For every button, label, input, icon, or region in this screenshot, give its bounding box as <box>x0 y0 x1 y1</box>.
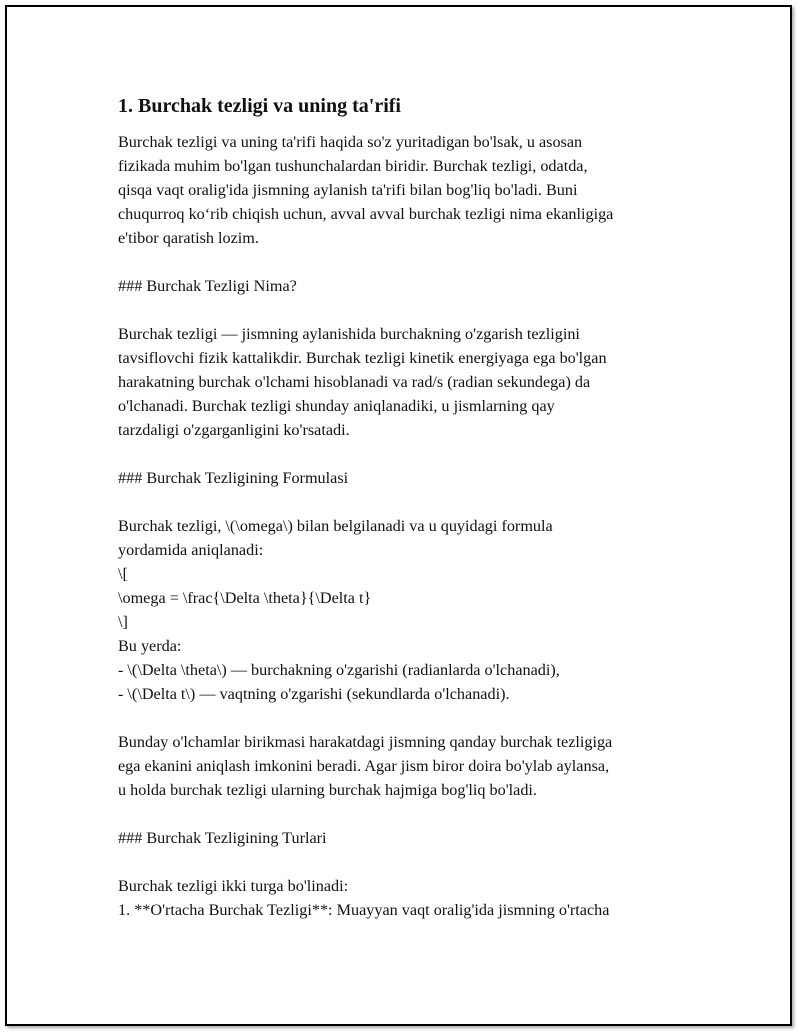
section-heading: ### Burchak Tezligi Nima? <box>118 277 297 295</box>
text-line: tavsiflovchi fizik kattalikdir. Burchak tezligi kinetik energiyaga ega bo'lgan <box>118 349 607 367</box>
text-line: Bu yerda: <box>118 637 182 655</box>
blank-line <box>118 706 718 730</box>
text-line: ega ekanini aniqlash imkonini beradi. Agar jism biror doira bo'ylab aylansa, <box>118 757 610 775</box>
text-line: fizikada muhim bo'lgan tushunchalardan biridir. Burchak tezligi, odatda, <box>118 157 588 175</box>
text-line: \omega = \frac{\Delta \theta}{\Delta t} <box>118 589 372 607</box>
text-line: e'tibor qaratish lozim. <box>118 229 259 247</box>
page-title: 1. Burchak tezligi va uning ta'rifi <box>118 95 401 117</box>
text-line: \[ <box>118 565 128 583</box>
text-line: Burchak tezligi, \(\omega\) bilan belgilanadi va u quyidagi formula <box>118 517 553 535</box>
text-line: Bunday o'lchamlar birikmasi harakatdagi jismning qanday burchak tezligiga <box>118 733 613 751</box>
text-line: 1. **O'rtacha Burchak Tezligi**: Muayyan vaqt oralig'ida jismning o'rtacha <box>118 901 610 919</box>
document-text <box>118 130 718 922</box>
text-line: Burchak tezligi va uning ta'rifi haqida so'z yuritadigan bo'lsak, u asosan <box>118 133 583 151</box>
text-line: tarzdaligi o'zgarganligini ko'rsatadi. <box>118 421 350 439</box>
section-heading: ### Burchak Tezligining Turlari <box>118 829 327 847</box>
text-line: qisqa vaqt oralig'ida jismning aylanish ta'rifi bilan bog'liq bo'ladi. Buni <box>118 181 578 199</box>
blank-line <box>118 802 718 826</box>
blank-line <box>118 442 718 466</box>
section-heading: ### Burchak Tezligining Formulasi <box>118 469 349 487</box>
text-line: chuqurroq ko‘rib chiqish uchun, avval avval burchak tezligi nima ekanligiga <box>118 205 614 223</box>
blank-line <box>118 490 718 514</box>
text-line: - \(\Delta \theta\) — burchakning o'zgarishi (radianlarda o'lchanadi), <box>118 661 560 679</box>
text-line: - \(\Delta t\) — vaqtning o'zgarishi (sekundlarda o'lchanadi). <box>118 685 510 703</box>
blank-line <box>118 850 718 874</box>
text-line: Burchak tezligi ikki turga bo'linadi: <box>118 877 349 895</box>
text-line: harakatning burchak o'lchami hisoblanadi va rad/s (radian sekundega) da <box>118 373 591 391</box>
text-line: o'lchanadi. Burchak tezligi shunday aniqlanadiki, u jismlarning qay <box>118 397 555 415</box>
text-line: \] <box>118 613 128 631</box>
text-line: yordamida aniqlanadi: <box>118 541 264 559</box>
blank-line <box>118 298 718 322</box>
text-line: Burchak tezligi — jismning aylanishida burchakning o'zgarish tezligini <box>118 325 580 343</box>
document-body <box>118 92 718 922</box>
text-line: u holda burchak tezligi ularning burchak hajmiga bog'liq bo'ladi. <box>118 781 537 799</box>
blank-line <box>118 250 718 274</box>
